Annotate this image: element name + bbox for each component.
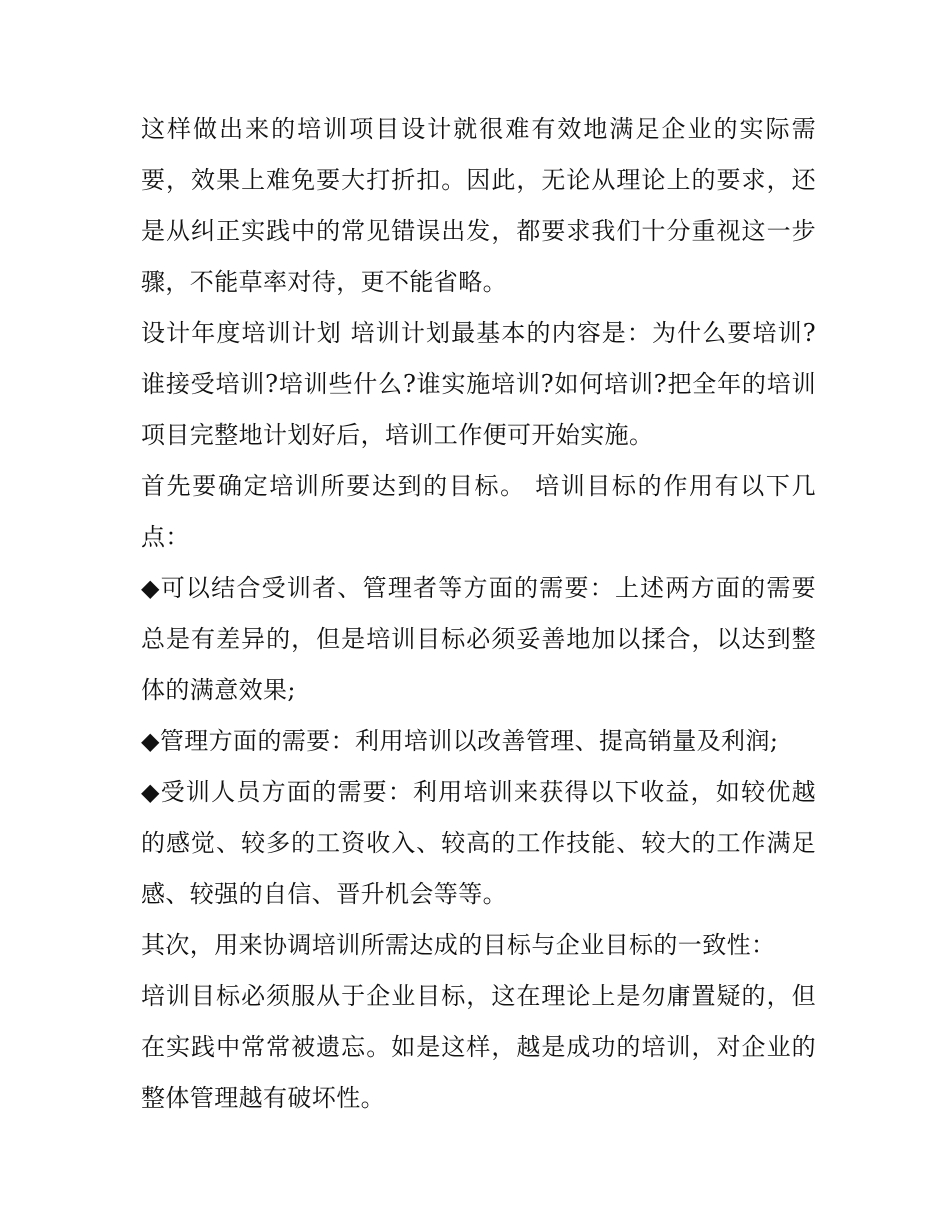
paragraph-enterprise-goals: 培训目标必须服从于企业目标，这在理论上是勿庸置疑的，但在实践中常常被遗忘。如是这样，越是成功的培训，对企业的整体管理越有破坏性。	[141, 982, 816, 1112]
document-body	[141, 104, 816, 1124]
paragraph-goal-alignment: 其次，用来协调培训所需达成的目标与企业目标的一致性：	[141, 931, 776, 959]
bullet-management-needs: ◆管理方面的需要：利用培训以改善管理、提高销量及利润;	[141, 727, 779, 755]
bullet-trainee-needs: ◆受训人员方面的需要：利用培训来获得以下收益，如较优越的感觉、较多的工资收入、较高的工作技能、较大的工作满足感、较强的自信、晋升机会等等。	[141, 778, 816, 908]
paragraph-training-goals: 首先要确定培训所要达到的目标。 培训目标的作用有以下几点：	[141, 472, 816, 551]
paragraph-intro-continuation: 这样做出来的培训项目设计就很难有效地满足企业的实际需要，效果上难免要大打折扣。因此，无论从理论上的要求，还是从纠正实践中的常见错误出发，都要求我们十分重视这一步骤，不能草率对待，更不能省略。	[141, 115, 816, 296]
paragraph-annual-plan: 设计年度培训计划 培训计划最基本的内容是：为什么要培训?谁接受培训?培训些什么?谁实施培训?如何培训?把全年的培训项目完整地计划好后，培训工作便可开始实施。	[141, 319, 816, 449]
bullet-combine-needs: ◆可以结合受训者、管理者等方面的需要：上述两方面的需要总是有差异的，但是培训目标必须妥善地加以揉合，以达到整体的满意效果;	[141, 574, 816, 704]
